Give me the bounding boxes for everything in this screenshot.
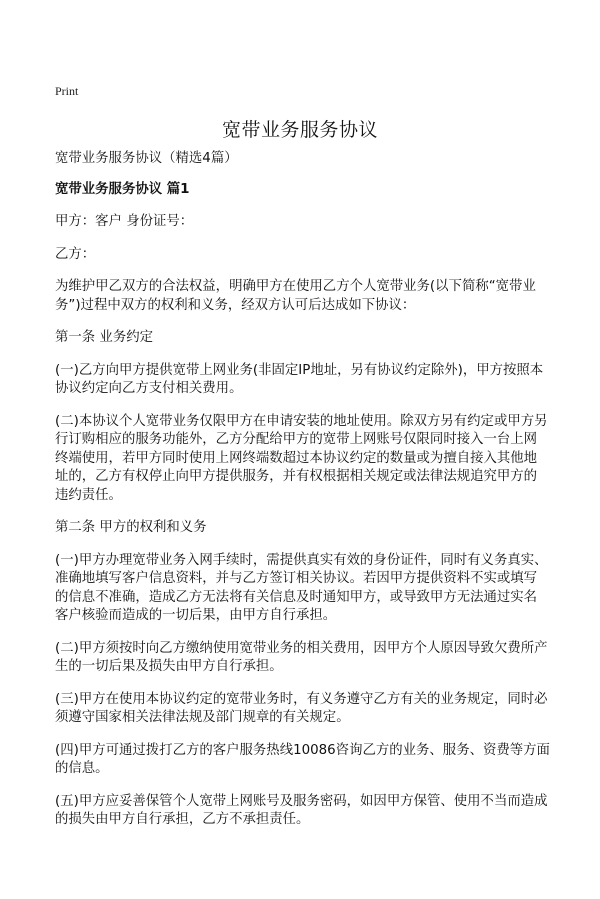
article-2-title: 第二条 甲方的权利和义务: [55, 520, 207, 535]
article-1-clause-1: (一)乙方向甲方提供宽带上网业务(非固定IP地址，另有协议约定除外)，甲方按照本协议约定向乙方支付相关费用。: [55, 362, 544, 396]
party-b-line: 乙方：: [55, 246, 96, 262]
article-2-clause-4: (四)甲方可通过拨打乙方的客户服务热线10086咨询乙方的业务、服务、资费等方面的信息。: [55, 742, 550, 776]
article-2-clause-1: (一)甲方办理宽带业务入网手续时，需提供真实有效的身份证件，同时有义务真实、准确地填写客户信息资料，并与乙方签订相关协议。若因甲方提供资料不实或填写的信息不准确，造成乙方无法将有关信息及时通知甲方，或导致甲方无法通过实名客户核验而造成的一切后果，由甲方自行承担。: [55, 552, 548, 623]
article-2-clause-2: (二)甲方须按时向乙方缴纳使用宽带业务的相关费用，因甲方个人原因导致欠费所产生的一切后果及损失由甲方自行承担。: [55, 640, 548, 674]
document-body: [55, 150, 550, 830]
article-1-title: 第一条 业务约定: [55, 330, 153, 345]
page-title: 宽带业务服务协议: [221, 119, 378, 141]
document-subtitle: 宽带业务服务协议（精选4篇）: [55, 151, 238, 166]
party-a-line: 甲方：客户 身份证号：: [55, 214, 194, 229]
intro-paragraph: 为维护甲乙双方的合法权益，明确甲方在使用乙方个人宽带业务(以下简称“宽带业务”)过程中双方的权利和义务，经双方认可后达成如下协议：: [55, 279, 536, 313]
section-title: 宽带业务服务协议 篇1: [55, 181, 190, 197]
print-label: Print: [55, 84, 79, 98]
article-2-clause-5: (五)甲方应妥善保管个人宽带上网账号及服务密码，如因甲方保管、使用不当而造成的损失由甲方自行承担，乙方不承担责任。: [55, 793, 548, 827]
article-2-clause-3: (三)甲方在使用本协议约定的宽带业务时，有义务遵守乙方有关的业务规定，同时必须遵守国家相关法律法规及部门规章的有关规定。: [55, 691, 548, 725]
article-1-clause-2: (二)本协议个人宽带业务仅限甲方在申请安装的地址使用。除双方另有约定或甲方另行订购相应的服务功能外，乙方分配给甲方的宽带上网账号仅限同时接入一台上网终端使用，若甲方同时使用上网终端数超过本协议约定的数量或为擅自接入其他地址的，乙方有权停止向甲方提供服务，并有权根据相关规定或法律法规追究甲方的违约责任。: [55, 413, 548, 503]
